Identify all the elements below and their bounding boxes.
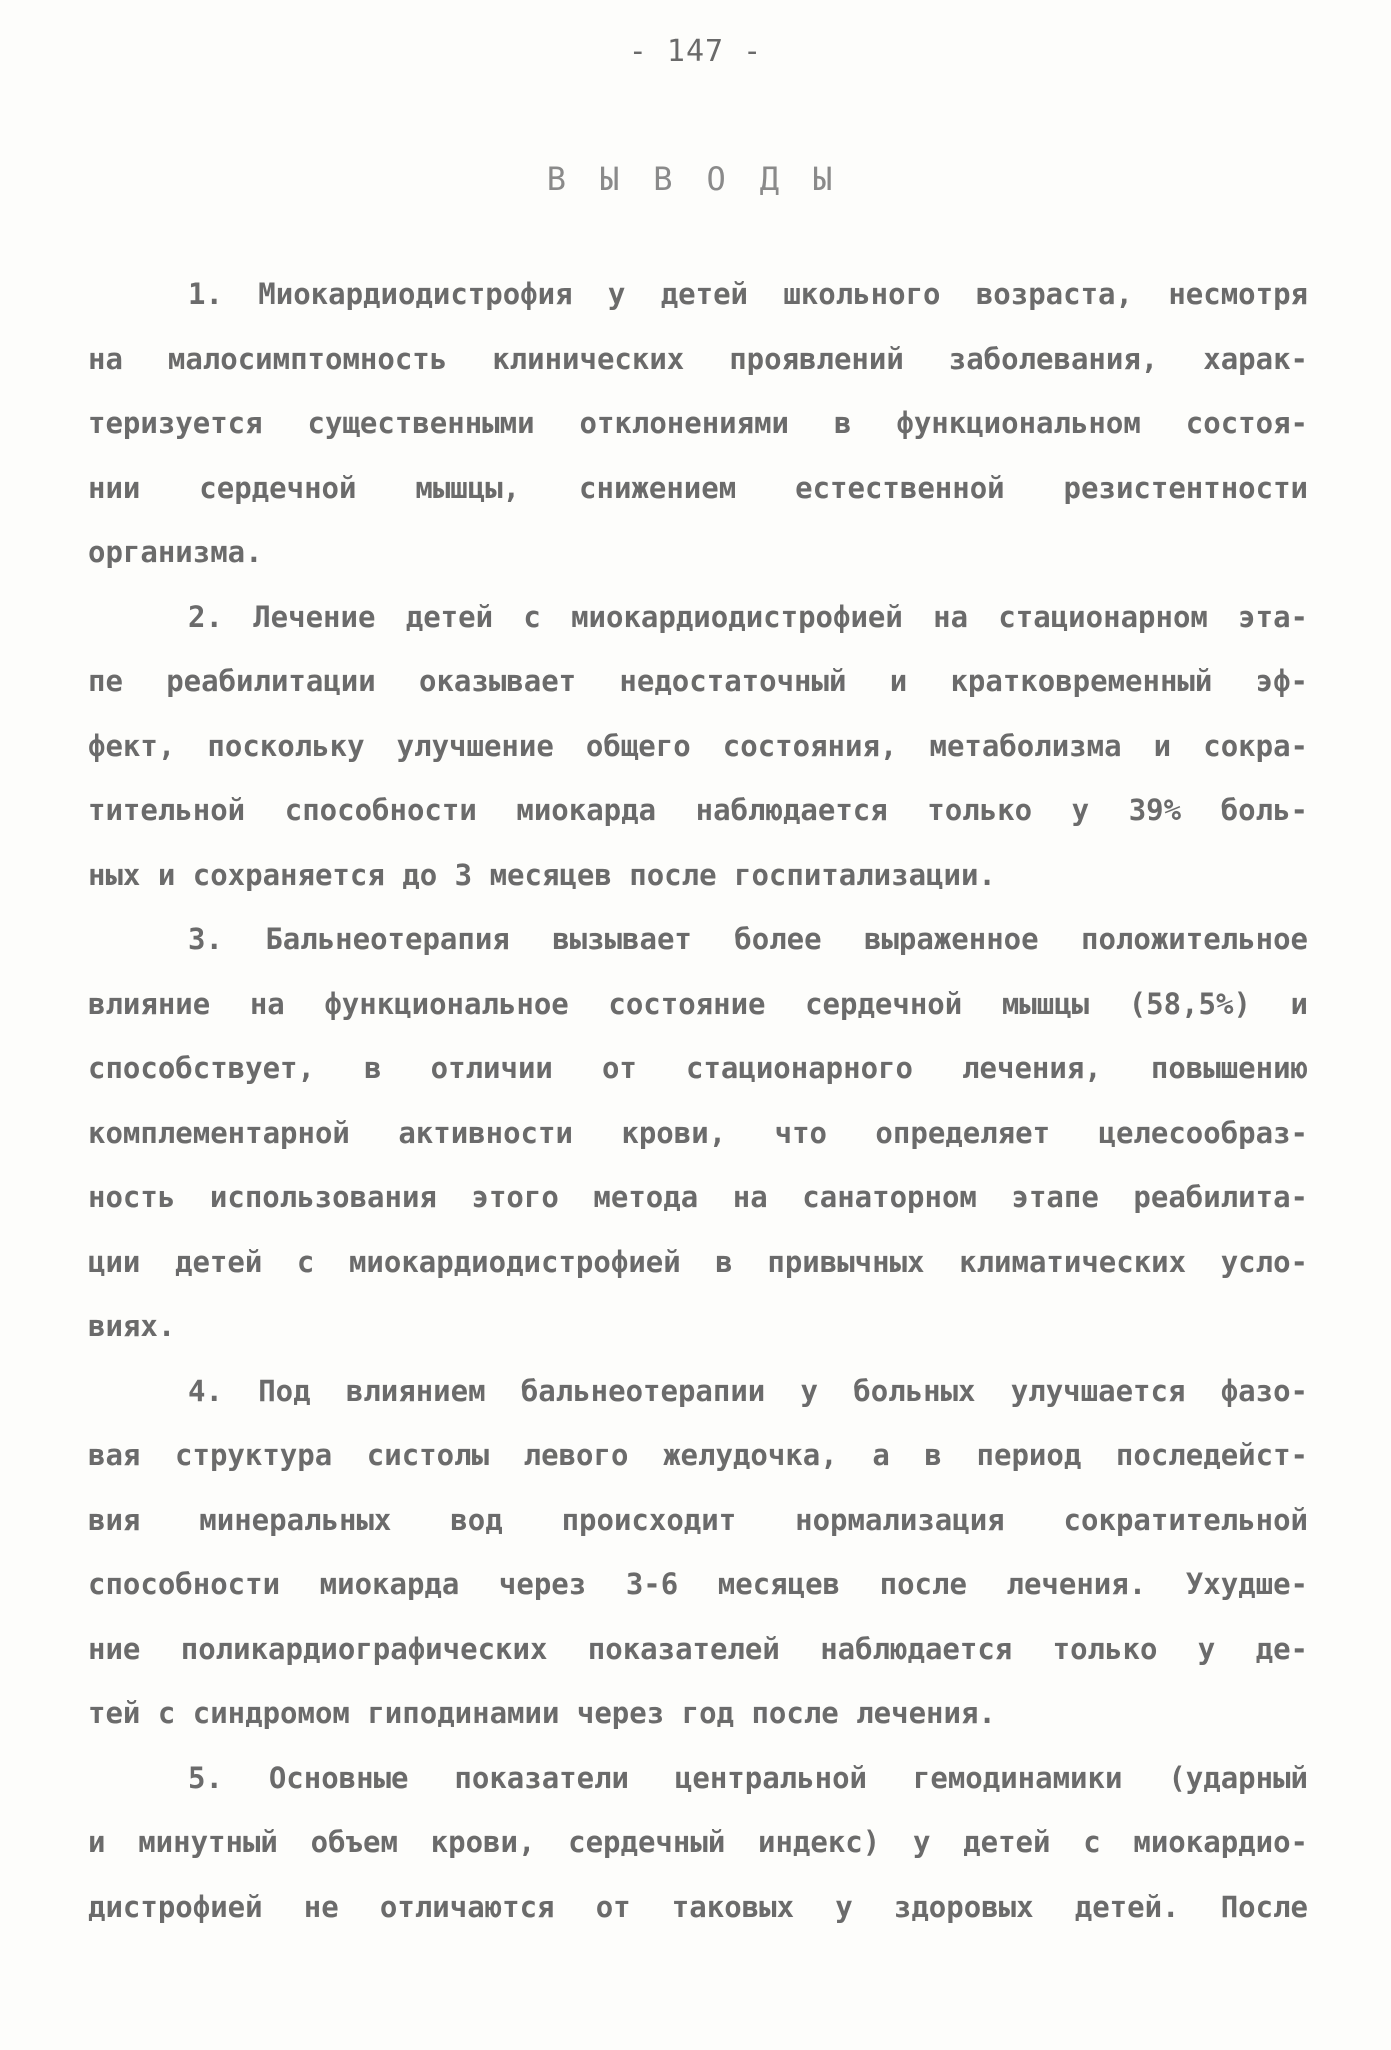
- text-line: комплементарной активности крови, что определяет целесообраз-: [88, 1115, 1308, 1150]
- text-line: 2. Лечение детей с миокардиодистрофией на стационарном эта-: [188, 599, 1308, 634]
- text-line: влияние на функциональное состояние сердечной мышцы (58,5%) и: [88, 986, 1308, 1021]
- text-line: ции детей с миокардиодистрофией в привычных климатических усло-: [88, 1244, 1308, 1279]
- paragraph-1: [88, 262, 1308, 585]
- text-line: ных и сохраняется до 3 месяцев после госпитализации.: [88, 857, 996, 892]
- paragraph-5: [88, 1746, 1308, 1940]
- paragraph-3: [88, 907, 1308, 1359]
- text-line: 3. Бальнеотерапия вызывает более выраженное положительное: [188, 922, 1308, 956]
- text-line: ние поликардиографических показателей наблюдается только у де-: [88, 1631, 1308, 1666]
- text-line: дистрофией не отличаются от таковых у здоровых детей. После: [88, 1889, 1308, 1924]
- conclusions-body: [88, 262, 1308, 1939]
- text-line: вая структура систолы левого желудочка, а в период последейст-: [88, 1438, 1308, 1472]
- text-line: организма.: [88, 535, 263, 569]
- page-number: - 147 -: [628, 34, 763, 69]
- text-line: 5. Основные показатели центральной гемодинамики (ударный: [188, 1760, 1308, 1795]
- section-heading: ВЫВОДЫ: [546, 160, 867, 198]
- text-line: тей с синдромом гиподинамии через год после лечения.: [88, 1696, 996, 1730]
- text-line: пе реабилитации оказывает недостаточный и кратковременный эф-: [88, 664, 1308, 698]
- paragraph-2: [88, 585, 1308, 908]
- text-line: виях.: [88, 1309, 176, 1343]
- text-line: и минутный объем крови, сердечный индекс) у детей с миокардио-: [88, 1825, 1308, 1859]
- text-line: ность использования этого метода на санаторном этапе реабилита-: [88, 1180, 1308, 1214]
- paragraph-4: [88, 1359, 1308, 1746]
- text-line: 1. Миокардиодистрофия у детей школьного возраста, несмотря: [188, 277, 1308, 311]
- text-line: 4. Под влиянием бальнеотерапии у больных улучшается фазо-: [188, 1373, 1308, 1408]
- text-line: вия минеральных вод происходит нормализация сократительной: [88, 1502, 1308, 1537]
- text-line: фект, поскольку улучшение общего состояния, метаболизма и сокра-: [88, 728, 1308, 763]
- text-line: способствует, в отличии от стационарного лечения, повышению: [88, 1051, 1308, 1085]
- text-line: способности миокарда через 3-6 месяцев после лечения. Ухудше-: [88, 1567, 1308, 1601]
- text-line: теризуется существенными отклонениями в функциональном состоя-: [88, 406, 1308, 440]
- text-line: нии сердечной мышцы, снижением естественной резистентности: [88, 470, 1308, 505]
- text-line: тительной способности миокарда наблюдается только у 39% боль-: [88, 793, 1308, 827]
- text-line: на малосимптомность клинических проявлений заболевания, харак-: [88, 341, 1308, 376]
